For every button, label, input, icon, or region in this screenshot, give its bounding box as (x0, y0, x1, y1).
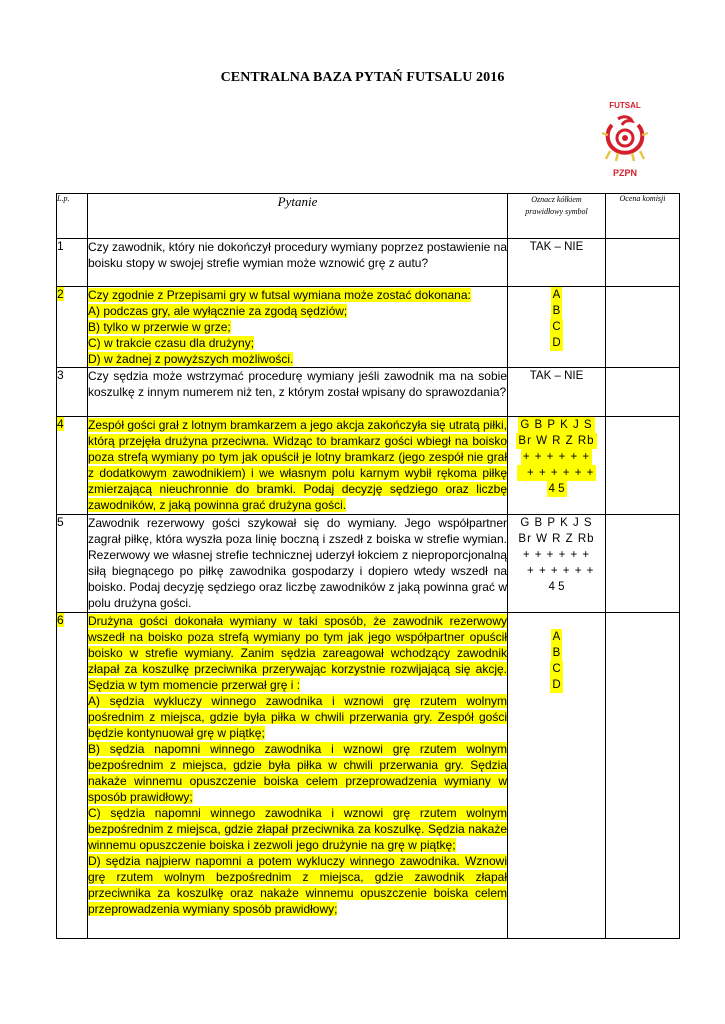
pzpn-futsal-logo (598, 101, 652, 183)
table-row (57, 613, 680, 939)
commission-score-cell (606, 239, 680, 287)
logo-pzpn-text: PZPN (612, 168, 637, 178)
answer-option-b[interactable]: B (552, 305, 561, 317)
answer-tak-nie[interactable]: TAK – NIE (529, 370, 584, 382)
question-text: Czy zgodnie z Przepisami gry w futsal wymiana może zostać dokonana: A) podczas gry, ale wyłącznie za zgodą sędziów; B) tylko w przerwie w grze; C) w trakcie czasu dla drużyny; D) w żadnej z powyższych możliwości. (88, 287, 508, 368)
answer-symbols-plus-row1[interactable]: + + + + + + (522, 549, 591, 561)
question-text: Drużyna gości dokonała wymiany w taki sposób, że zawodnik rezerwowy wszedł na boisko poza strefą wymiany po tym jak jego współpartner opuścił boisko w strefie wymiany. Zanim sędzia zareagował wchodzący zawodnik złapał za koszulkę przeciwnika przerywając korzystnie rozwijającą się akcję. Sędzia w tym momencie przerwał grę i : A) sędzia wykluczy winnego zawodnika i wznowi grę rzutem wolnym pośrednim z miejsca, gdzie była piłka w chwili przerwania gry. Zespół gości będzie kontynuował grę w piątkę; B) sędzia napomni winnego zawodnika i wznowi grę rzutem wolnym bezpośrednim z miejsca, gdzie była piłka w chwili przerwania gry. Sędzia nakaże winnemu opuszczenie boiska celem przeprowadzenia wymiany w sposób prawidłowy; C) sędzia napomni winnego zawodnika i wznowi grę rzutem wolnym bezpośrednim z miejsca, gdzie złapał przeciwnika za koszulkę. Sędzia nakaże winnemu opuszczenie boiska i zezwoli jego drużynie na grę w piątkę; D) sędzia najpierw napomni a potem wykluczy winnego zawodnika. Wznowi grę rzutem wolnym bezpośrednim z miejsca, gdzie zawodnik złapał przeciwnika za koszulkę oraz nakaże winnemu opuszczenie boiska celem przeprowadzenia wymiany sposób prawidłowy; (88, 613, 508, 939)
header-pytanie: Pytanie (88, 194, 508, 239)
answer-symbols-plus-row1[interactable]: + + + + + + (522, 451, 591, 463)
answer-option-a[interactable]: A (552, 289, 561, 301)
table-row (57, 515, 680, 613)
answer-tak-nie[interactable]: TAK – NIE (529, 241, 584, 253)
answer-symbols-cards[interactable]: G B P K J S (520, 419, 593, 431)
answer-symbols-restarts[interactable]: Br W R Z Rb (518, 533, 595, 545)
table-row (57, 239, 680, 287)
answer-option-c[interactable]: C (552, 663, 561, 675)
answer-option-d[interactable]: D (552, 337, 561, 349)
answer-spacer (508, 613, 605, 629)
answer-player-count[interactable]: 4 5 (548, 581, 565, 593)
answer-symbols-restarts[interactable]: Br W R Z Rb (518, 435, 595, 447)
answer-options (508, 368, 606, 417)
header-ocena: Ocena komisji (606, 194, 680, 239)
row-number: 5 (57, 515, 88, 613)
answer-player-count[interactable]: 4 5 (548, 483, 565, 495)
answer-option-b[interactable]: B (552, 647, 561, 659)
header-oznacz-line2: prawidłowy symbol (525, 207, 588, 216)
answer-symbols-cards[interactable]: G B P K J S (520, 517, 593, 529)
answer-options (508, 613, 606, 939)
document-title: CENTRALNA BAZA PYTAŃ FUTSALU 2016 (220, 70, 505, 85)
table-row (57, 417, 680, 515)
question-text: Zawodnik rezerwowy gości szykował się do wymiany. Jego współpartner zagrał piłkę, która wyszła poza linię boczną i zszedł z boiska w strefie wymian. Rezerwowy we własnej strefie technicznej uderzył łokciem z nieproporcjonalną siłą biegnącego po piłkę zawodnika gospodarzy i dopiero wtedy wszedł na boisko. Podaj decyzję sędziego oraz liczbę zawodników z jaką powinna grać w polu drużyna gości. (88, 515, 508, 613)
header-lp: L.p. (57, 194, 88, 239)
header-oznacz-line1: Oznacz kółkiem (531, 195, 582, 204)
question-text: Czy sędzia może wstrzymać procedurę wymiany jeśli zawodnik ma na sobie koszulkę z innym numerem niż ten, z którym został wpisany do sprawozdania? (88, 368, 508, 417)
answer-option-d[interactable]: D (552, 679, 561, 691)
questions-table (56, 193, 680, 939)
commission-score-cell (606, 417, 680, 515)
commission-score-cell (606, 368, 680, 417)
table-row (57, 368, 680, 417)
answer-options (508, 417, 606, 515)
header-oznacz (508, 194, 606, 239)
question-text: Zespół gości grał z lotnym bramkarzem a jego akcja zakończyła się utratą piłki, którą przejęła drużyna przeciwna. Widząc to bramkarz gości wbiegł na boisko poza strefą wymiany po tym jak opuścił je lotny bramkarz (jego zespół nie grał z dodatkowym zawodnikiem) i we własnym polu karnym wybił rękoma piłkę zmierzającą nieuchronnie do bramki. Podaj decyzję sędziego oraz liczbę zawodników, z jaką powinna grać drużyna gości. (88, 417, 508, 515)
row-number: 2 (57, 287, 88, 368)
answer-options (508, 287, 606, 368)
answer-option-c[interactable]: C (552, 321, 561, 333)
question-text: Czy zawodnik, który nie dokończył procedury wymiany poprzez postawienie na boisku stopy w swojej strefie wymian może wznowić grę z autu? (88, 239, 508, 287)
row-number: 6 (57, 613, 88, 939)
commission-score-cell (606, 613, 680, 939)
answer-symbols-plus-row2[interactable]: + + + + + + (518, 565, 595, 577)
commission-score-cell (606, 515, 680, 613)
row-number: 3 (57, 368, 88, 417)
commission-score-cell (606, 287, 680, 368)
answer-options (508, 515, 606, 613)
logo-futsal-text: FUTSAL (609, 101, 641, 110)
answer-options (508, 239, 606, 287)
table-header-row (57, 194, 680, 239)
answer-option-a[interactable]: A (552, 631, 561, 643)
answer-symbols-plus-row2[interactable]: + + + + + + (518, 467, 595, 479)
table-row (57, 287, 680, 368)
row-number: 4 (57, 417, 88, 515)
row-number: 1 (57, 239, 88, 287)
eagle-emblem-icon (598, 111, 652, 163)
